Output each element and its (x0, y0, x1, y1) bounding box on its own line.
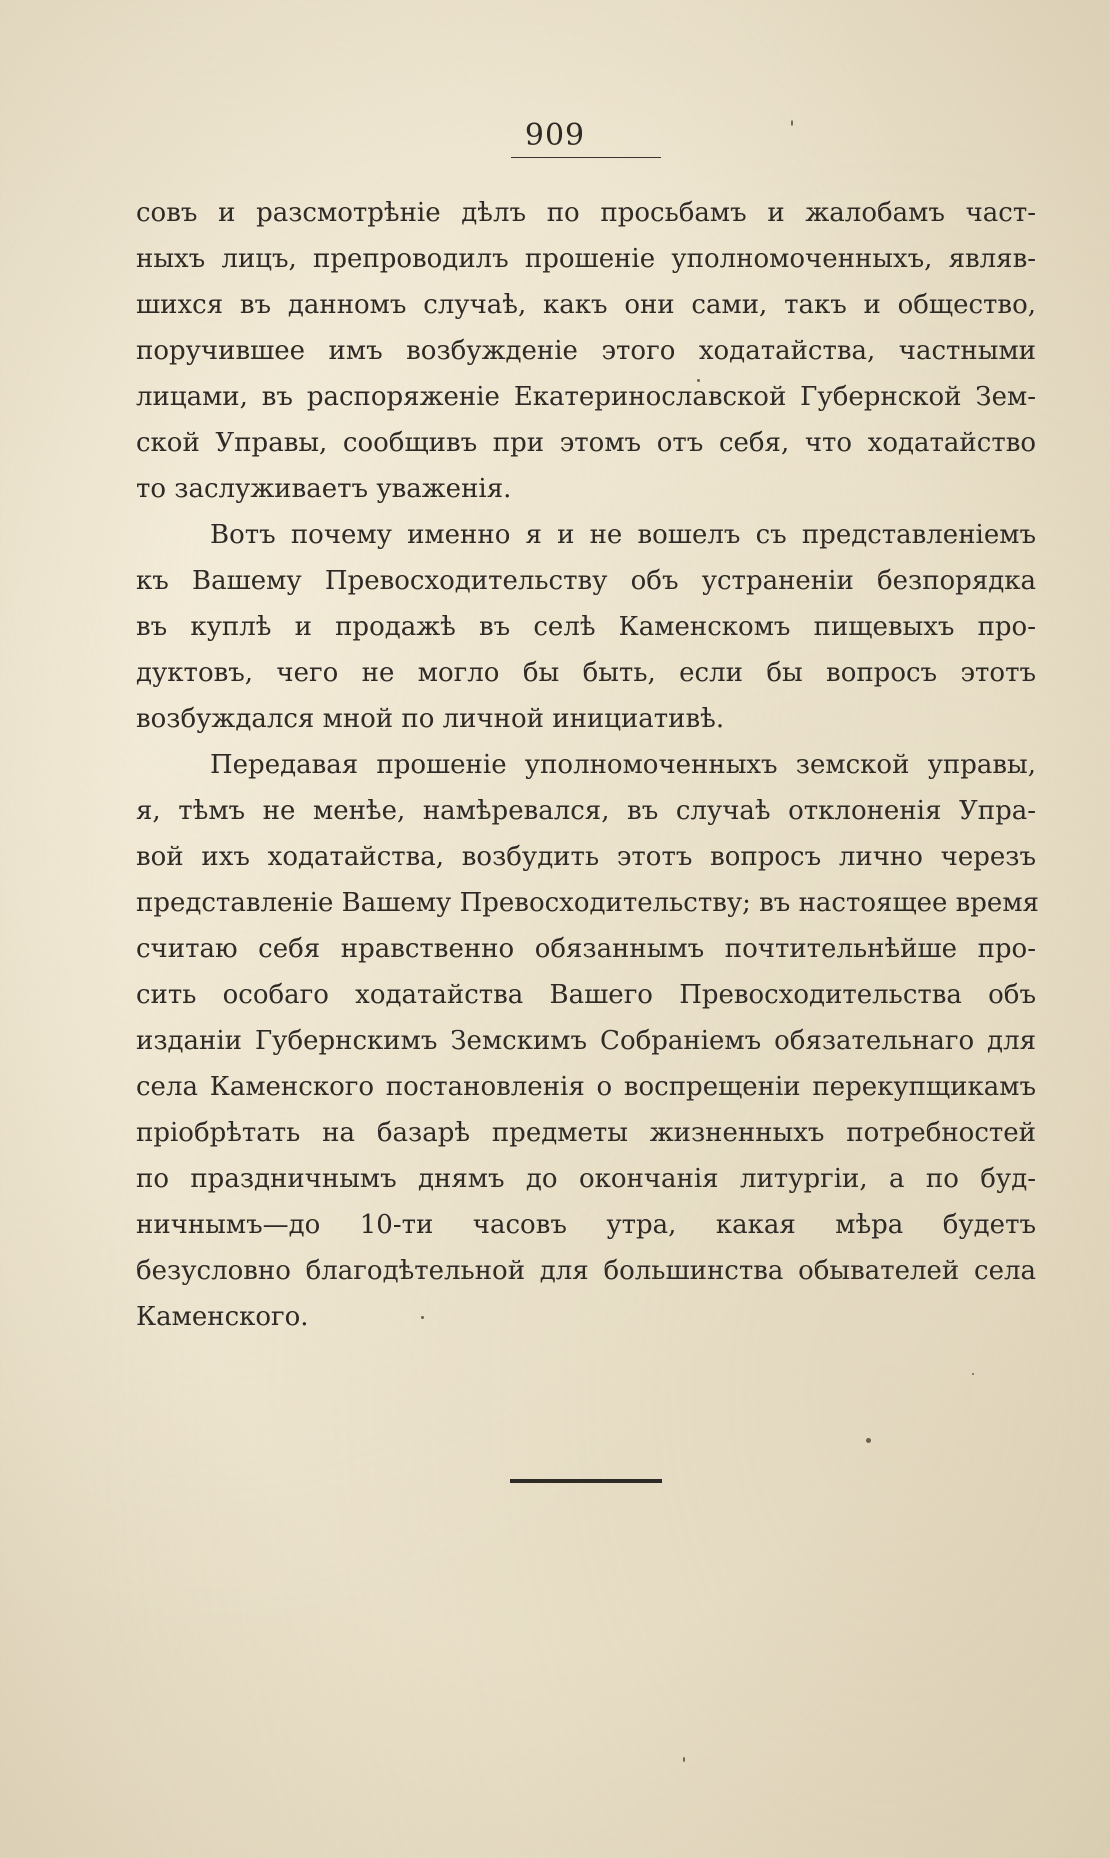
header-rule (511, 157, 661, 158)
text-line: ничнымъ—до 10-ти часовъ утра, какая мѣра будетъ (136, 1210, 1036, 1240)
text-line: я, тѣмъ не менѣе, намѣревался, въ случаѣ отклоненія Упра- (136, 796, 1036, 826)
text-line: изданіи Губернскимъ Земскимъ Собраніемъ обязательнаго для (136, 1026, 1036, 1056)
text-line: Каменского. (136, 1302, 309, 1332)
end-rule (510, 1479, 662, 1483)
paper-speck (972, 1373, 974, 1375)
text-line: по праздничнымъ днямъ до окончанія литургіи, а по буд- (136, 1164, 1036, 1194)
text-line: сить особаго ходатайства Вашего Превосходительства объ (136, 980, 1036, 1010)
text-line: села Каменского постановленія о воспрещеніи перекупщикамъ (136, 1072, 1036, 1102)
text-line: въ куплѣ и продажѣ въ селѣ Каменскомъ пищевыхъ про- (136, 612, 1036, 642)
text-line: къ Вашему Превосходительству объ устраненіи безпорядка (136, 566, 1036, 596)
text-line: Вотъ почему именно я и не вошелъ съ представленіемъ (210, 520, 1036, 550)
text-line: ныхъ лицъ, препроводилъ прошеніе уполномоченныхъ, являв- (136, 244, 1036, 274)
text-line: безусловно благодѣтельной для большинства обывателей села (136, 1256, 1036, 1286)
text-line: дуктовъ, чего не могло бы быть, если бы вопросъ этотъ (136, 658, 1036, 688)
paper-speck (421, 1316, 424, 1319)
paper-speck (697, 379, 700, 382)
text-line: то заслуживаетъ уваженія. (136, 474, 512, 504)
text-line: Передавая прошеніе уполномоченныхъ земской управы, (210, 750, 1036, 780)
paper-speck (791, 120, 793, 126)
body-text (136, 190, 1039, 1340)
text-line: шихся въ данномъ случаѣ, какъ они сами, такъ и общество, (136, 290, 1036, 320)
text-line: возбуждался мной по личной инициативѣ. (136, 704, 725, 734)
paper-speck (683, 1757, 685, 1762)
text-line: лицами, въ распоряженіе Екатеринославской Губернской Зем- (136, 382, 1036, 412)
text-line: вой ихъ ходатайства, возбудить этотъ вопросъ лично черезъ (136, 842, 1036, 872)
page-number: 909 (524, 118, 586, 153)
text-line: представленіе Вашему Превосходительству; въ настоящее время (136, 888, 1039, 918)
text-line: ской Управы, сообщивъ при этомъ отъ себя, что ходатайство (136, 428, 1036, 458)
text-line: пріобрѣтать на базарѣ предметы жизненныхъ потребностей (136, 1118, 1036, 1148)
text-line: считаю себя нравственно обязаннымъ почтительнѣйше про- (136, 934, 1036, 964)
text-line: совъ и разсмотрѣніе дѣлъ по просьбамъ и жалобамъ част- (136, 198, 1036, 228)
text-line: поручившее имъ возбужденіе этого ходатайства, частными (136, 336, 1036, 366)
paper-speck (866, 1438, 871, 1443)
